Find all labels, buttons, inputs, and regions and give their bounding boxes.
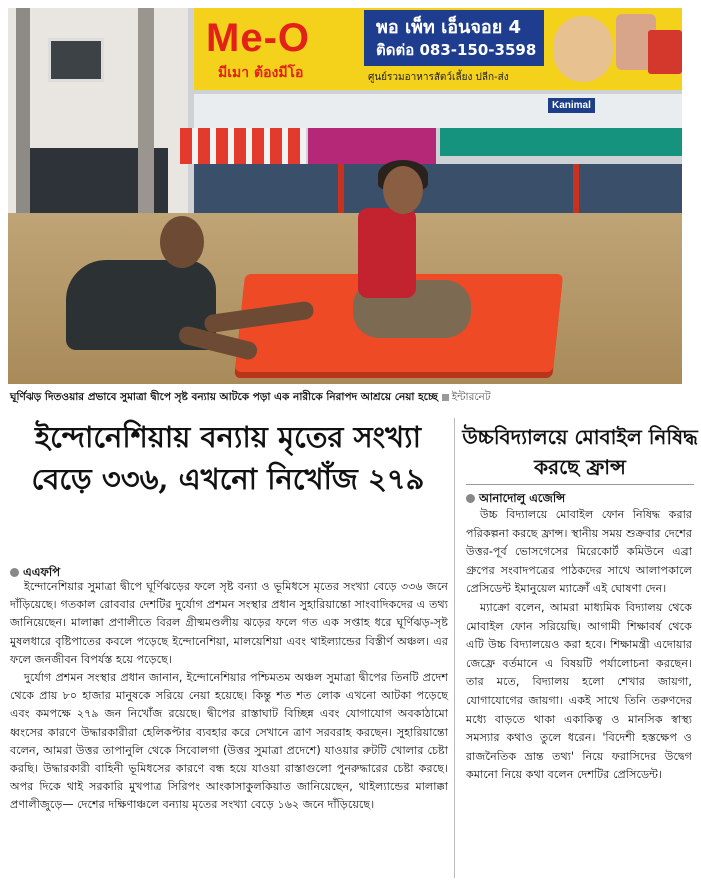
photo-pillar: [338, 164, 344, 218]
photo-awning: [440, 128, 682, 156]
photo-awning: [308, 128, 436, 164]
left-byline-text: এএফপি: [23, 565, 60, 579]
bullet-icon: [466, 494, 475, 503]
photo-pillar: [573, 164, 579, 218]
photo-sign-shopname: พอ เพ็ท เอ็นจอย 4: [376, 17, 522, 38]
photo-shopfront: [194, 164, 682, 218]
left-article-body: [10, 578, 448, 815]
right-paragraph: ম্যাক্রো বলেন, আমরা মাধ্যমিক বিদ্যালয় থেকে মোবাইল ফোন সরিয়েছি। আগামী শিক্ষাবর্ষ থেকে এটি উচ্চ বিদ্যালয়েও করা হবে। শিক্ষামন্ত্রী এদোয়ার জেফ্রে বর্তমানে এ বিষয়টি পর্যালোচনা করছেন। তার মতে, বিদ্যালয় হলো শেখার জায়গা, যোগাযোগের জায়গা। একই সাথে তিনি তরুণদের মধ্যে বাড়তে থাকা একাকিত্ব ও মানসিক স্বাস্থ্য সমস্যার কথাও তুলে ধরেন। 'বিদেশী হস্তক্ষেপ ও রাজনৈতিক ভ্রান্ত তথ্য' নিয়ে ফরাসিদের উদ্বেগ কমানো নিয়ে কথা বলেন দেশটির প্রেসিডেন্ট।: [466, 600, 692, 782]
photo-banner: [194, 94, 682, 128]
photo-sign-phone: ติดต่อ 083-150-3598: [376, 41, 537, 59]
photo-sign-cat: [553, 16, 613, 82]
photo-banner-brand: Kanimal: [548, 98, 595, 113]
photo-pole: [138, 8, 154, 223]
right-paragraph: উচ্চ বিদ্যালয়ে মোবাইল ফোন নিষিদ্ধ করার পরিকল্পনা করছে ফ্রান্স। স্থানীয় সময় শুক্রবার দেশের উত্তর-পূর্ব ভোসগেসের মিরেকোর্ট কমিউনে এব্রা গ্রুপের সংবাদপত্রের পাঠকদের সাথে আলাপকালে প্রেসিডেন্ট ইমানুয়েল ম্যাক্রোঁ এই ঘোষণা দেন।: [466, 508, 692, 596]
right-article-headline: উচ্চবিদ্যালয়ে মোবাইল নিষিদ্ধ করছে ফ্রান্স: [462, 425, 698, 479]
photo-sign-tagline: ศูนย์รวมอาหารสัตว์เลี้ยง ปลีก-ส่ง: [368, 72, 509, 83]
photo-woman: [358, 208, 416, 298]
column-divider: [454, 418, 455, 878]
photo-woman-head: [383, 166, 423, 214]
left-paragraph: ইন্দোনেশিয়ার সুমাত্রা দ্বীপে ঘূর্ণিঝড়ের ফলে সৃষ্ট বন্যা ও ভূমিধসে মৃতের সংখ্যা বেড়ে ৩৩৬ জনে দাঁড়িয়েছে। গতকাল রোববার দেশটির দুর্যোগ প্রশমন সংস্থার প্রধান সুহারিয়ান্তো সাংবাদিকদের এ তথ্য জানিয়েছেন। মালাক্কা প্রণালীতে বিরল গ্রীষ্মমণ্ডলীয় ঝড়ের ফলে গত এক সপ্তাহ ধরে ঘূর্ণিঝড়-সৃষ্ট মুষলধারে বৃষ্টিপাতের কবলে পড়েছে ইন্দোনেশিয়া, মালয়েশিয়া এবং থাইল্যান্ডের বিস্তীর্ণ অঞ্চল। এর ফলে জনজীবন বিপর্যস্ত হয়ে পড়েছে।: [10, 580, 448, 666]
headline-rule: [466, 484, 694, 485]
right-article-body: [466, 506, 692, 785]
square-bullet-icon: [442, 394, 449, 401]
photo-sign-package: [648, 30, 682, 74]
photo-sign-subtext: มีเมา ต้องมีโอ: [218, 65, 304, 81]
news-photo: [8, 8, 682, 384]
photo-pole: [16, 8, 30, 223]
left-paragraph: দুর্যোগ প্রশমন সংস্থার প্রধান জানান, ইন্দোনেশিয়ার পশ্চিমতম অঞ্চল সুমাত্রা দ্বীপের তিনটি প্রদেশ থেকে প্রায় ৮০ হাজার মানুষকে সরিয়ে নেয়া হয়েছে। কিন্তু শত শত লোক এখনো আটকা পড়েছে এবং কমপক্ষে ২৭৯ জন নিখোঁজ রয়েছে। দ্বীপের রাস্তাঘাট বিচ্ছিন্ন এবং যোগাযোগ অবকাঠামো ধ্বংসের কারণে উদ্ধারকারীরা হেলিকপ্টার ব্যবহার করে সেখানে ত্রাণ সরবরাহ করছেন। সুহারিয়ান্তো বলেন, আমরা উত্তর তাপানুলি থেকে সিবোলগা (উত্তর সুমাত্রা প্রদেশে) যাওয়ার রুটটি খোলার চেষ্টা করছি। উদ্ধারকারী বাহিনী ভূমিধসের কারণে বন্ধ হয়ে যাওয়া রাস্তাগুলো পুনরুদ্ধারের চেষ্টা করছে। অপর দিকে থাই সরকারি মুখপাত্র সিরিপং আংকাসাকুলকিয়াত জানিয়েছেন, থাইল্যান্ডের মালাক্কা প্রণালীজুড়ে— দেশের দক্ষিণাঞ্চলে বন্যায় মৃতের সংখ্যা বেড়ে ১৬২ জনে দাঁড়িয়েছে।: [10, 671, 448, 812]
photo-caption: [10, 390, 491, 407]
bullet-icon: [10, 568, 19, 577]
photo-awning: [180, 128, 306, 164]
caption-source: ইন্টারনেট: [451, 391, 491, 403]
photo-man-head: [160, 216, 204, 268]
photo-window: [48, 38, 104, 82]
left-article-headline: ইন্দোনেশিয়ায় বন্যায় মৃতের সংখ্যা বেড়ে ৩৩৬, এখনো নিখোঁজ ২৭৯: [31, 420, 425, 496]
caption-text: ঘূর্ণিঝড় দিতওয়ার প্রভাবে সুমাত্রা দ্বীপে সৃষ্ট বন্যায় আটকে পড়া এক নারীকে নিরাপদ আশ্রয়ে নেয়া হচ্ছে: [10, 391, 438, 403]
right-byline-text: আনাদোলু এজেন্সি: [479, 491, 566, 505]
photo-sign-brand: Me-O: [206, 16, 310, 60]
